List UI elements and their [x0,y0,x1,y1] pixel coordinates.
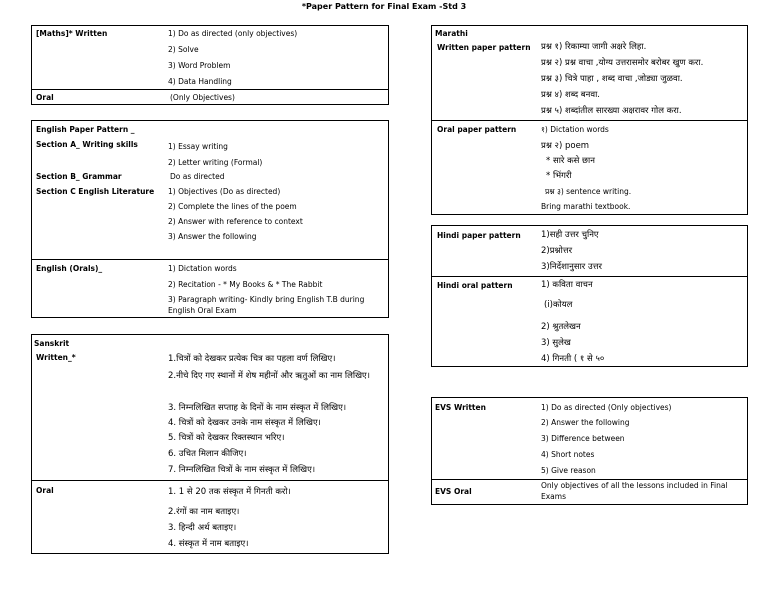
evs-line: 3) Difference between [541,434,625,443]
hindi-oral-line: 1) कविता वाचन [541,280,593,290]
evs-line: 1) Do as directed (Only objectives) [541,403,672,412]
maths-oral: (Only Objectives) [170,93,235,102]
english-line: 2) Answer with reference to context [168,217,303,226]
maths-line: 1) Do as directed (only objectives) [168,29,298,38]
english-title: English Paper Pattern _ [36,125,135,134]
sanskrit-line: 3. निम्नलिखित सप्ताह के दिनों के नाम संस्कृत में लिखिए। [168,403,347,413]
hindi-paper-label: Hindi paper pattern [437,231,521,240]
english-oral-line: 3) Paragraph writing- Kindly bring English T.B during English Oral Exam [168,295,365,315]
divider [432,120,747,121]
hindi-oral-label: Hindi oral pattern [437,281,513,290]
sanskrit-line: 6. उचित मिलान कीजिए। [168,449,247,459]
marathi-oral-line: १) Dictation words [541,125,609,134]
sanskrit-oral-line: 3. हिन्दी अर्थ बताइए। [168,523,237,533]
maths-line: 2) Solve [168,45,199,54]
english-line: 2) Complete the lines of the poem [168,202,297,211]
marathi-oral-line: प्रश्न २) poem [541,141,590,151]
hindi-box [431,225,748,367]
marathi-line: प्रश्न ५) शब्दांतील सारख्या अक्षरावर गोल करा. [541,106,682,116]
marathi-line: प्रश्न २) प्रश्न वाचा ,योग्य उत्तरासमोर बरोबर खुण करा. [541,58,704,68]
sanskrit-title: Sanskrit [34,339,70,348]
marathi-oral-line: प्रश्न ३) sentence writing. [545,187,632,196]
evs-line: 4) Short notes [541,450,595,459]
marathi-written-label: Written paper pattern [437,43,531,52]
maths-label: [Maths]* Written [36,29,108,38]
marathi-oral-line: Bring marathi textbook. [541,202,631,211]
hindi-paper-line: 1)सही उत्तर चुनिए [541,230,599,240]
sanskrit-line: 7. निम्नलिखित चित्रों के नाम संस्कृत में लिखिए। [168,465,316,475]
divider [32,89,388,90]
english-line: Do as directed [170,172,225,181]
marathi-title: Marathi [435,29,468,38]
evs-line: 5) Give reason [541,466,596,475]
marathi-oral-label: Oral paper pattern [437,125,517,134]
sanskrit-oral-line: 4. संस्कृत में नाम बताइए। [168,539,249,549]
sanskrit-oral-label: Oral [36,486,54,495]
hindi-oral-line: 4) गिनती ( १ से ५० [541,354,605,364]
hindi-oral-line: (i)कोयल [544,300,573,310]
marathi-line: प्रश्न १) रिकाम्या जागी अक्षरे लिहा. [541,42,647,52]
sanskrit-oral-line: 1. 1 से 20 तक संस्कृत में गिनती करो। [168,487,291,497]
sanskrit-line: 1.चित्रों को देखकर प्रत्येक चित्र का पहला वर्ण लिखिए। [168,354,336,364]
marathi-oral-line: * सारे कसे छान [546,156,595,166]
english-section-a: Section A_ Writing skills [36,140,138,149]
evs-oral-label: EVS Oral [435,487,472,496]
maths-oral-label: Oral [36,93,54,102]
english-oral-line: 2) Recitation - * My Books & * The Rabbit [168,280,323,289]
sanskrit-oral-line: 2.रंगों का नाम बताइए। [168,507,240,517]
english-section-b: Section B_ Grammar [36,172,122,181]
page-title: *Paper Pattern for Final Exam -Std 3 [301,2,467,11]
sanskrit-box [31,334,389,554]
evs-written-label: EVS Written [435,403,486,412]
english-oral-label: English (Orals)_ [36,264,103,273]
hindi-paper-line: 2)प्रश्नोत्तर [541,246,573,256]
english-box [31,120,389,318]
hindi-paper-line: 3)निर्देशानुसार उत्तर [541,262,602,272]
divider [432,276,747,277]
sanskrit-written-label: Written_* [36,353,76,362]
english-line: 1) Essay writing [168,142,228,151]
divider [32,259,388,260]
evs-line: 2) Answer the following [541,418,630,427]
sanskrit-line: 5. चित्रों को देखकर रिक्तस्थान भरिए। [168,433,285,443]
evs-box [431,397,748,505]
maths-box [31,25,389,105]
english-section-c: Section C English Literature [36,187,155,196]
marathi-box [431,25,748,215]
sanskrit-line: 4. चित्रों को देखकर उनके नाम संस्कृत में लिखिए। [168,418,321,428]
hindi-oral-line: 2) श्रुतलेखन [541,322,581,332]
english-line: 1) Objectives (Do as directed) [168,187,281,196]
divider [32,480,388,481]
evs-oral: Only objectives of all the lessons included in Final Exams [541,481,728,501]
sanskrit-line: 2.नीचे दिए गए स्थानों में शेष महीनों और ऋतुओं का नाम लिखिए। [168,371,370,381]
english-line: 2) Letter writing (Formal) [168,158,263,167]
maths-line: 4) Data Handling [168,77,232,86]
marathi-line: प्रश्न ४) शब्द बनवा. [541,90,601,100]
english-line: 3) Answer the following [168,232,257,241]
hindi-oral-line: 3) सुलेख [541,338,571,348]
maths-line: 3) Word Problem [168,61,231,70]
english-oral-line: 1) Dictation words [168,264,237,273]
marathi-line: प्रश्न ३) चित्रे पाहा , शब्द वाचा ,जोड्या जुळवा. [541,74,683,84]
marathi-oral-line: * भिंगरी [546,171,572,181]
